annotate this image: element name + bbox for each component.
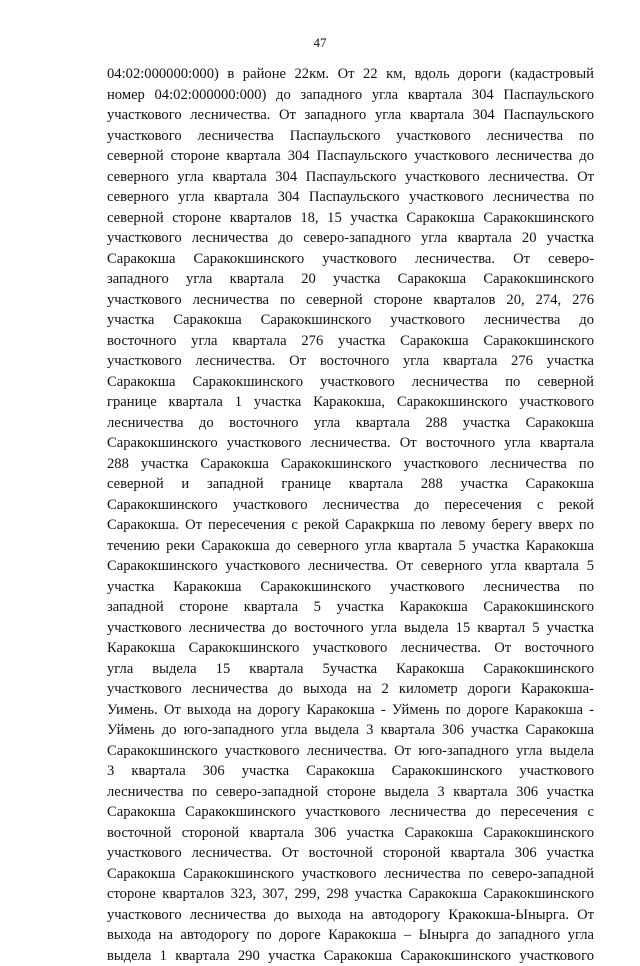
text-line: восточной стороной квартала 306 участка Саракокша Саракокшинского (107, 823, 594, 844)
text-line: северной стороне кварталов 18, 15 участка Саракокша Саракокшинского (107, 208, 594, 229)
text-line: участкового лесничества до северо-западного угла квартала 20 участка (107, 228, 594, 249)
text-line: Саракокшинского участкового лесничества. От юго-западного угла выдела (107, 741, 594, 762)
text-line: Саракокшинского участкового лесничества. От северного угла квартала 5 (107, 556, 594, 577)
text-line: Саракокша. От пересечения с рекой Саракркша по левому берегу вверх по (107, 515, 594, 536)
text-line: участкового лесничества. От восточной стороной квартала 306 участка (107, 843, 594, 864)
text-line: участкового лесничества до выхода на 2 километр дороги Каракокша- (107, 679, 594, 700)
text-line: участкового лесничества. От западного угла квартала 304 Паспаульского (107, 105, 594, 126)
text-line: Саракокша Саракокшинского участкового лесничества по северо-западной (107, 864, 594, 885)
text-line: Уимень. От выхода на дорогу Каракокша - Уймень по дороге Каракокша - (107, 700, 594, 721)
text-line: Саракокша Саракокшинского участкового лесничества. От северо- (107, 249, 594, 270)
text-line: течению реки Саракокша до северного угла квартала 5 участка Каракокша (107, 536, 594, 557)
text-line: угла выдела 15 квартала 5участка Каракокша Саракокшинского (107, 659, 594, 680)
text-line: северного угла квартала 304 Паспаульского участкового лесничества. От (107, 167, 594, 188)
text-line: 288 участка Саракокша Саракокшинского участкового лесничества по (107, 454, 594, 475)
text-line: восточного угла квартала 276 участка Саракокша Саракокшинского (107, 331, 594, 352)
text-line: Саракокшинского участкового лесничества. От восточного угла квартала (107, 433, 594, 454)
text-line: Саракокшинского участкового лесничества до пересечения с рекой (107, 495, 594, 516)
text-line: стороне кварталов 323, 307, 299, 298 участка Саракокша Саракокшинского (107, 884, 594, 905)
text-line: лесничества до восточного угла квартала 288 участка Саракокша (107, 413, 594, 434)
text-line: Саракокша Саракокшинского участкового лесничества до пересечения с (107, 802, 594, 823)
text-line: участка Саракокша Саракокшинского участкового лесничества до (107, 310, 594, 331)
text-line: участкового лесничества по северной стороне кварталов 20, 274, 276 (107, 290, 594, 311)
text-line: номер 04:02:000000:000) до западного угла квартала 304 Паспаульского (107, 85, 594, 106)
text-line: Каракокша Саракокшинского участкового лесничества. От восточного (107, 638, 594, 659)
text-line: северного угла квартала 304 Паспаульского участкового лесничества по (107, 187, 594, 208)
text-line: участкового лесничества до восточного угла выдела 15 квартал 5 участка (107, 618, 594, 639)
text-line: лесничества по северо-западной стороне выдела 3 квартала 306 участка (107, 782, 594, 803)
text-line: северной стороне квартала 304 Паспаульского участкового лесничества до (107, 146, 594, 167)
text-line: участкового лесничества. От восточного угла квартала 276 участка (107, 351, 594, 372)
text-line: участка Каракокша Саракокшинского участкового лесничества по (107, 577, 594, 598)
text-line: западного угла квартала 20 участка Саракокша Саракокшинского (107, 269, 594, 290)
text-line: участкового лесничества Паспаульского участкового лесничества по (107, 126, 594, 147)
text-line: выдела 1 квартала 290 участка Саракокша Саракокшинского участкового (107, 946, 594, 966)
text-line: западной стороне квартала 5 участка Каракокша Саракокшинского (107, 597, 594, 618)
body-text (107, 64, 594, 966)
text-line: 3 квартала 306 участка Саракокша Саракокшинского участкового (107, 761, 594, 782)
text-line: границе квартала 1 участка Каракокша, Саракокшинского участкового (107, 392, 594, 413)
text-line: северной и западной границе квартала 288 участка Саракокша (107, 474, 594, 495)
text-line: участкового лесничества до выхода на автодорогу Кракокша-Ыныргa. От (107, 905, 594, 926)
text-line: Уймень до юго-западного угла выдела 3 квартала 306 участка Саракокша (107, 720, 594, 741)
text-line: Саракокша Саракокшинского участкового лесничества по северной (107, 372, 594, 393)
text-line: выхода на автодорогу по дороге Каракокша – Ыныргa до западного угла (107, 925, 594, 946)
text-line: 04:02:000000:000) в районе 22км. От 22 км, вдоль дороги (кадастровый (107, 64, 594, 85)
page-number: 47 (0, 35, 640, 51)
